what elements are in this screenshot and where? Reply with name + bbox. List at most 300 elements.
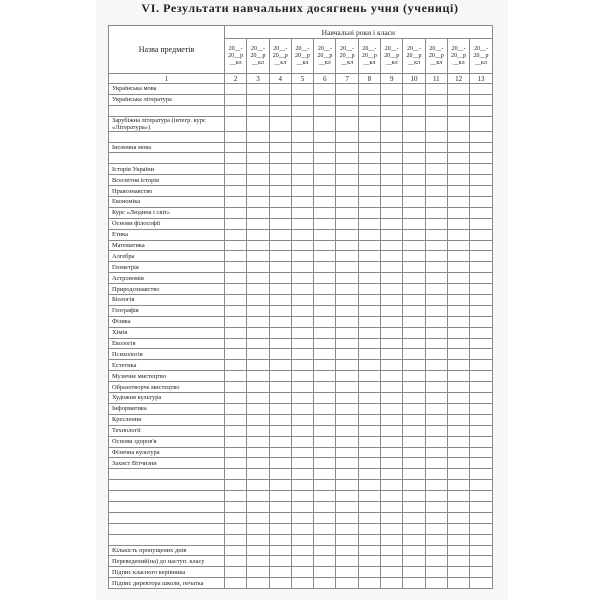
grade-cell[interactable] (403, 197, 425, 208)
grade-cell[interactable] (358, 84, 380, 95)
grade-cell[interactable] (291, 578, 313, 589)
grade-cell[interactable] (291, 393, 313, 404)
grade-cell[interactable] (425, 349, 447, 360)
grade-cell[interactable] (291, 512, 313, 523)
grade-cell[interactable] (447, 197, 469, 208)
grade-cell[interactable] (358, 491, 380, 502)
grade-cell[interactable] (336, 523, 358, 534)
grade-cell[interactable] (447, 491, 469, 502)
grade-cell[interactable] (291, 338, 313, 349)
grade-cell[interactable] (381, 382, 403, 393)
grade-cell[interactable] (225, 251, 247, 262)
grade-cell[interactable] (358, 556, 380, 567)
grade-cell[interactable] (470, 153, 492, 164)
grade-cell[interactable] (269, 327, 291, 338)
grade-cell[interactable] (314, 447, 336, 458)
grade-cell[interactable] (381, 338, 403, 349)
grade-cell[interactable] (470, 251, 492, 262)
grade-cell[interactable] (447, 458, 469, 469)
grade-cell[interactable] (225, 207, 247, 218)
grade-cell[interactable] (447, 393, 469, 404)
grade-cell[interactable] (381, 469, 403, 480)
grade-cell[interactable] (269, 142, 291, 153)
grade-cell[interactable] (336, 480, 358, 491)
grade-cell[interactable] (358, 545, 380, 556)
grade-cell[interactable] (269, 84, 291, 95)
grade-cell[interactable] (291, 218, 313, 229)
grade-cell[interactable] (269, 534, 291, 545)
grade-cell[interactable] (358, 403, 380, 414)
grade-cell[interactable] (225, 218, 247, 229)
grade-cell[interactable] (358, 207, 380, 218)
grade-cell[interactable] (470, 523, 492, 534)
grade-cell[interactable] (336, 382, 358, 393)
grade-cell[interactable] (225, 273, 247, 284)
grade-cell[interactable] (314, 382, 336, 393)
grade-cell[interactable] (381, 131, 403, 142)
grade-cell[interactable] (225, 305, 247, 316)
grade-cell[interactable] (403, 295, 425, 306)
grade-cell[interactable] (358, 393, 380, 404)
grade-cell[interactable] (314, 273, 336, 284)
grade-cell[interactable] (447, 273, 469, 284)
grade-cell[interactable] (403, 305, 425, 316)
grade-cell[interactable] (314, 116, 336, 131)
grade-cell[interactable] (358, 447, 380, 458)
grade-cell[interactable] (381, 567, 403, 578)
grade-cell[interactable] (269, 512, 291, 523)
grade-cell[interactable] (247, 175, 269, 186)
grade-cell[interactable] (247, 153, 269, 164)
grade-cell[interactable] (381, 273, 403, 284)
grade-cell[interactable] (425, 545, 447, 556)
grade-cell[interactable] (269, 295, 291, 306)
grade-cell[interactable] (314, 240, 336, 251)
grade-cell[interactable] (314, 327, 336, 338)
grade-cell[interactable] (447, 556, 469, 567)
grade-cell[interactable] (470, 316, 492, 327)
grade-cell[interactable] (470, 414, 492, 425)
grade-cell[interactable] (225, 175, 247, 186)
grade-cell[interactable] (381, 197, 403, 208)
grade-cell[interactable] (247, 523, 269, 534)
grade-cell[interactable] (358, 534, 380, 545)
grade-cell[interactable] (314, 84, 336, 95)
grade-cell[interactable] (247, 218, 269, 229)
grade-cell[interactable] (336, 512, 358, 523)
grade-cell[interactable] (225, 295, 247, 306)
grade-cell[interactable] (336, 338, 358, 349)
grade-cell[interactable] (291, 436, 313, 447)
grade-cell[interactable] (291, 105, 313, 116)
grade-cell[interactable] (425, 578, 447, 589)
grade-cell[interactable] (269, 116, 291, 131)
grade-cell[interactable] (269, 186, 291, 197)
grade-cell[interactable] (291, 327, 313, 338)
grade-cell[interactable] (269, 578, 291, 589)
grade-cell[interactable] (403, 382, 425, 393)
grade-cell[interactable] (269, 240, 291, 251)
grade-cell[interactable] (358, 501, 380, 512)
grade-cell[interactable] (447, 480, 469, 491)
grade-cell[interactable] (447, 545, 469, 556)
grade-cell[interactable] (470, 284, 492, 295)
grade-cell[interactable] (225, 131, 247, 142)
grade-cell[interactable] (403, 229, 425, 240)
grade-cell[interactable] (314, 360, 336, 371)
grade-cell[interactable] (247, 480, 269, 491)
grade-cell[interactable] (425, 567, 447, 578)
grade-cell[interactable] (225, 229, 247, 240)
grade-cell[interactable] (447, 94, 469, 105)
grade-cell[interactable] (225, 338, 247, 349)
grade-cell[interactable] (381, 262, 403, 273)
grade-cell[interactable] (247, 142, 269, 153)
grade-cell[interactable] (269, 94, 291, 105)
grade-cell[interactable] (425, 458, 447, 469)
grade-cell[interactable] (247, 84, 269, 95)
grade-cell[interactable] (470, 262, 492, 273)
grade-cell[interactable] (225, 469, 247, 480)
grade-cell[interactable] (425, 197, 447, 208)
grade-cell[interactable] (225, 523, 247, 534)
grade-cell[interactable] (425, 251, 447, 262)
grade-cell[interactable] (291, 458, 313, 469)
grade-cell[interactable] (425, 447, 447, 458)
grade-cell[interactable] (470, 545, 492, 556)
grade-cell[interactable] (403, 251, 425, 262)
grade-cell[interactable] (403, 512, 425, 523)
grade-cell[interactable] (358, 349, 380, 360)
grade-cell[interactable] (225, 534, 247, 545)
grade-cell[interactable] (425, 116, 447, 131)
grade-cell[interactable] (336, 458, 358, 469)
grade-cell[interactable] (447, 382, 469, 393)
grade-cell[interactable] (269, 480, 291, 491)
grade-cell[interactable] (425, 240, 447, 251)
grade-cell[interactable] (381, 578, 403, 589)
grade-cell[interactable] (358, 105, 380, 116)
grade-cell[interactable] (447, 240, 469, 251)
grade-cell[interactable] (403, 94, 425, 105)
grade-cell[interactable] (269, 197, 291, 208)
grade-cell[interactable] (425, 316, 447, 327)
grade-cell[interactable] (225, 142, 247, 153)
grade-cell[interactable] (381, 349, 403, 360)
grade-cell[interactable] (336, 218, 358, 229)
grade-cell[interactable] (403, 425, 425, 436)
grade-cell[interactable] (291, 240, 313, 251)
grade-cell[interactable] (470, 94, 492, 105)
grade-cell[interactable] (269, 218, 291, 229)
grade-cell[interactable] (269, 393, 291, 404)
grade-cell[interactable] (225, 153, 247, 164)
grade-cell[interactable] (358, 131, 380, 142)
grade-cell[interactable] (425, 393, 447, 404)
grade-cell[interactable] (269, 371, 291, 382)
grade-cell[interactable] (403, 545, 425, 556)
grade-cell[interactable] (269, 164, 291, 175)
grade-cell[interactable] (381, 305, 403, 316)
grade-cell[interactable] (381, 556, 403, 567)
grade-cell[interactable] (447, 164, 469, 175)
grade-cell[interactable] (291, 305, 313, 316)
grade-cell[interactable] (425, 229, 447, 240)
grade-cell[interactable] (247, 414, 269, 425)
grade-cell[interactable] (225, 480, 247, 491)
grade-cell[interactable] (470, 469, 492, 480)
grade-cell[interactable] (447, 436, 469, 447)
grade-cell[interactable] (225, 512, 247, 523)
grade-cell[interactable] (314, 284, 336, 295)
grade-cell[interactable] (403, 469, 425, 480)
grade-cell[interactable] (225, 316, 247, 327)
grade-cell[interactable] (225, 447, 247, 458)
grade-cell[interactable] (225, 105, 247, 116)
grade-cell[interactable] (381, 480, 403, 491)
grade-cell[interactable] (291, 316, 313, 327)
grade-cell[interactable] (470, 338, 492, 349)
grade-cell[interactable] (247, 578, 269, 589)
grade-cell[interactable] (225, 556, 247, 567)
grade-cell[interactable] (403, 207, 425, 218)
grade-cell[interactable] (247, 207, 269, 218)
grade-cell[interactable] (358, 316, 380, 327)
grade-cell[interactable] (247, 360, 269, 371)
grade-cell[interactable] (447, 523, 469, 534)
grade-cell[interactable] (336, 545, 358, 556)
grade-cell[interactable] (381, 501, 403, 512)
grade-cell[interactable] (291, 349, 313, 360)
grade-cell[interactable] (247, 501, 269, 512)
grade-cell[interactable] (403, 240, 425, 251)
grade-cell[interactable] (470, 229, 492, 240)
grade-cell[interactable] (247, 305, 269, 316)
grade-cell[interactable] (336, 349, 358, 360)
grade-cell[interactable] (336, 371, 358, 382)
grade-cell[interactable] (336, 567, 358, 578)
grade-cell[interactable] (403, 501, 425, 512)
grade-cell[interactable] (247, 436, 269, 447)
grade-cell[interactable] (358, 218, 380, 229)
grade-cell[interactable] (403, 105, 425, 116)
grade-cell[interactable] (403, 153, 425, 164)
grade-cell[interactable] (358, 229, 380, 240)
grade-cell[interactable] (358, 523, 380, 534)
grade-cell[interactable] (314, 567, 336, 578)
grade-cell[interactable] (247, 295, 269, 306)
grade-cell[interactable] (225, 545, 247, 556)
grade-cell[interactable] (381, 393, 403, 404)
grade-cell[interactable] (336, 84, 358, 95)
grade-cell[interactable] (358, 175, 380, 186)
grade-cell[interactable] (291, 414, 313, 425)
grade-cell[interactable] (470, 491, 492, 502)
grade-cell[interactable] (314, 229, 336, 240)
grade-cell[interactable] (269, 251, 291, 262)
grade-cell[interactable] (425, 305, 447, 316)
grade-cell[interactable] (425, 425, 447, 436)
grade-cell[interactable] (425, 273, 447, 284)
grade-cell[interactable] (470, 295, 492, 306)
grade-cell[interactable] (447, 186, 469, 197)
grade-cell[interactable] (314, 142, 336, 153)
grade-cell[interactable] (225, 403, 247, 414)
grade-cell[interactable] (291, 501, 313, 512)
grade-cell[interactable] (470, 458, 492, 469)
grade-cell[interactable] (225, 393, 247, 404)
grade-cell[interactable] (358, 469, 380, 480)
grade-cell[interactable] (447, 175, 469, 186)
grade-cell[interactable] (314, 393, 336, 404)
grade-cell[interactable] (269, 349, 291, 360)
grade-cell[interactable] (336, 142, 358, 153)
grade-cell[interactable] (291, 197, 313, 208)
grade-cell[interactable] (403, 534, 425, 545)
grade-cell[interactable] (291, 94, 313, 105)
grade-cell[interactable] (358, 116, 380, 131)
grade-cell[interactable] (403, 327, 425, 338)
grade-cell[interactable] (314, 501, 336, 512)
grade-cell[interactable] (447, 578, 469, 589)
grade-cell[interactable] (358, 273, 380, 284)
grade-cell[interactable] (403, 436, 425, 447)
grade-cell[interactable] (381, 545, 403, 556)
grade-cell[interactable] (291, 84, 313, 95)
grade-cell[interactable] (291, 567, 313, 578)
grade-cell[interactable] (403, 556, 425, 567)
grade-cell[interactable] (314, 512, 336, 523)
grade-cell[interactable] (470, 371, 492, 382)
grade-cell[interactable] (425, 218, 447, 229)
grade-cell[interactable] (314, 414, 336, 425)
grade-cell[interactable] (358, 251, 380, 262)
grade-cell[interactable] (314, 153, 336, 164)
grade-cell[interactable] (314, 105, 336, 116)
grade-cell[interactable] (470, 240, 492, 251)
grade-cell[interactable] (225, 414, 247, 425)
grade-cell[interactable] (269, 458, 291, 469)
grade-cell[interactable] (269, 305, 291, 316)
grade-cell[interactable] (269, 131, 291, 142)
grade-cell[interactable] (425, 480, 447, 491)
grade-cell[interactable] (381, 116, 403, 131)
grade-cell[interactable] (225, 186, 247, 197)
grade-cell[interactable] (358, 425, 380, 436)
grade-cell[interactable] (314, 436, 336, 447)
grade-cell[interactable] (269, 556, 291, 567)
grade-cell[interactable] (425, 94, 447, 105)
grade-cell[interactable] (358, 295, 380, 306)
grade-cell[interactable] (470, 393, 492, 404)
grade-cell[interactable] (403, 273, 425, 284)
grade-cell[interactable] (247, 545, 269, 556)
grade-cell[interactable] (403, 414, 425, 425)
grade-cell[interactable] (447, 327, 469, 338)
grade-cell[interactable] (336, 240, 358, 251)
grade-cell[interactable] (425, 360, 447, 371)
grade-cell[interactable] (403, 567, 425, 578)
grade-cell[interactable] (470, 105, 492, 116)
grade-cell[interactable] (336, 403, 358, 414)
grade-cell[interactable] (269, 425, 291, 436)
grade-cell[interactable] (470, 207, 492, 218)
grade-cell[interactable] (425, 284, 447, 295)
grade-cell[interactable] (269, 153, 291, 164)
grade-cell[interactable] (336, 534, 358, 545)
grade-cell[interactable] (447, 414, 469, 425)
grade-cell[interactable] (336, 251, 358, 262)
grade-cell[interactable] (381, 523, 403, 534)
grade-cell[interactable] (291, 116, 313, 131)
grade-cell[interactable] (381, 218, 403, 229)
grade-cell[interactable] (336, 295, 358, 306)
grade-cell[interactable] (225, 425, 247, 436)
grade-cell[interactable] (447, 567, 469, 578)
grade-cell[interactable] (447, 534, 469, 545)
grade-cell[interactable] (314, 523, 336, 534)
grade-cell[interactable] (247, 251, 269, 262)
grade-cell[interactable] (314, 316, 336, 327)
grade-cell[interactable] (470, 501, 492, 512)
grade-cell[interactable] (247, 425, 269, 436)
grade-cell[interactable] (447, 305, 469, 316)
grade-cell[interactable] (381, 84, 403, 95)
grade-cell[interactable] (470, 349, 492, 360)
grade-cell[interactable] (336, 207, 358, 218)
grade-cell[interactable] (447, 512, 469, 523)
grade-cell[interactable] (225, 94, 247, 105)
grade-cell[interactable] (447, 284, 469, 295)
grade-cell[interactable] (403, 578, 425, 589)
grade-cell[interactable] (425, 338, 447, 349)
grade-cell[interactable] (336, 229, 358, 240)
grade-cell[interactable] (314, 251, 336, 262)
grade-cell[interactable] (247, 556, 269, 567)
grade-cell[interactable] (447, 447, 469, 458)
grade-cell[interactable] (247, 349, 269, 360)
grade-cell[interactable] (225, 578, 247, 589)
grade-cell[interactable] (269, 284, 291, 295)
grade-cell[interactable] (336, 186, 358, 197)
grade-cell[interactable] (247, 338, 269, 349)
grade-cell[interactable] (381, 295, 403, 306)
grade-cell[interactable] (314, 491, 336, 502)
grade-cell[interactable] (291, 175, 313, 186)
grade-cell[interactable] (425, 501, 447, 512)
grade-cell[interactable] (358, 153, 380, 164)
grade-cell[interactable] (225, 371, 247, 382)
grade-cell[interactable] (269, 567, 291, 578)
grade-cell[interactable] (447, 316, 469, 327)
grade-cell[interactable] (470, 556, 492, 567)
grade-cell[interactable] (336, 556, 358, 567)
grade-cell[interactable] (403, 491, 425, 502)
grade-cell[interactable] (336, 327, 358, 338)
grade-cell[interactable] (425, 523, 447, 534)
grade-cell[interactable] (247, 491, 269, 502)
grade-cell[interactable] (225, 284, 247, 295)
grade-cell[interactable] (470, 197, 492, 208)
grade-cell[interactable] (381, 316, 403, 327)
grade-cell[interactable] (358, 262, 380, 273)
grade-cell[interactable] (381, 186, 403, 197)
grade-cell[interactable] (447, 371, 469, 382)
grade-cell[interactable] (447, 207, 469, 218)
grade-cell[interactable] (291, 545, 313, 556)
grade-cell[interactable] (269, 436, 291, 447)
grade-cell[interactable] (247, 447, 269, 458)
